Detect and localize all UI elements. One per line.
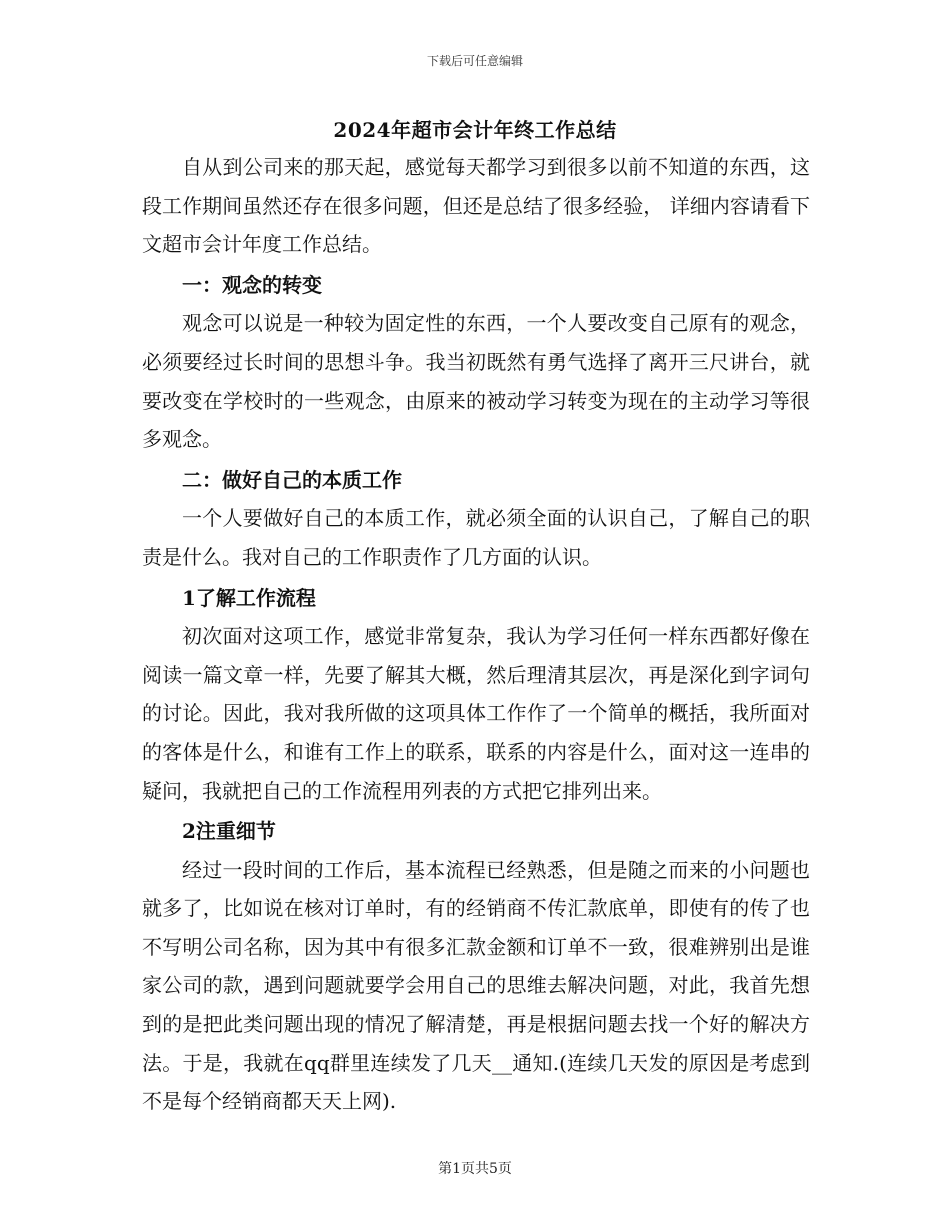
page-footer: 第1页共5页 [438, 1161, 512, 1177]
section-paragraph-1: 观念可以说是一种较为固定性的东西，一个人要改变自己原有的观念，必须要经过长时间的思想斗争。我当初既然有勇气选择了离开三尺讲台，就要改变在学校时的一些观念，由原来的被动学习转变为现在的主动学习等很多观念。 [142, 311, 810, 452]
section-heading-1: 一：观念的转变 [182, 272, 322, 297]
document-title: 2024年超市会计年终工作总结 [333, 118, 617, 142]
section-heading-3: 1了解工作流程 [182, 585, 316, 610]
header-note: 下载后可任意编辑 [426, 54, 523, 68]
section-paragraph-3: 初次面对这项工作，感觉非常复杂，我认为学习任何一样东西都好像在阅读一篇文章一样，先要了解其大概，然后理清其层次，再是深化到字词句的讨论。因此，我对我所做的这项具体工作作了一个简单的概括，我所面对的客体是什么，和谁有工作上的联系，联系的内容是什么，面对这一连串的疑问，我就把自己的工作流程用列表的方式把它排列出来。 [142, 624, 810, 803]
section-paragraph-2: 一个人要做好自己的本质工作，就必须全面的认识自己，了解自己的职责是什么。我对自己的工作职责作了几方面的认识。 [142, 506, 810, 569]
section-heading-2: 二：做好自己的本质工作 [182, 467, 402, 492]
document-body [142, 148, 810, 1121]
intro-paragraph: 自从到公司来的那天起，感觉每天都学习到很多以前不知道的东西，这段工作期间虽然还存在很多问题，但还是总结了很多经验， 详细内容请看下文超市会计年度工作总结。 [142, 155, 810, 257]
section-heading-4: 2注重细节 [182, 819, 276, 844]
section-paragraph-4: 经过一段时间的工作后，基本流程已经熟悉，但是随之而来的小问题也就多了，比如说在核对订单时，有的经销商不传汇款底单，即使有的传了也不写明公司名称，因为其中有很多汇款金额和订单不一致，很难辨别出是谁家公司的款，遇到问题就要学会用自己的思维去解决问题，对此，我首先想到的是把此类问题出现的情况了解清楚，再是根据问题去找一个好的解决方法。于是，我就在qq群里连续发了几天__通知.(连续几天发的原因是考虑到不是每个经销商都天天上网). [142, 857, 810, 1114]
